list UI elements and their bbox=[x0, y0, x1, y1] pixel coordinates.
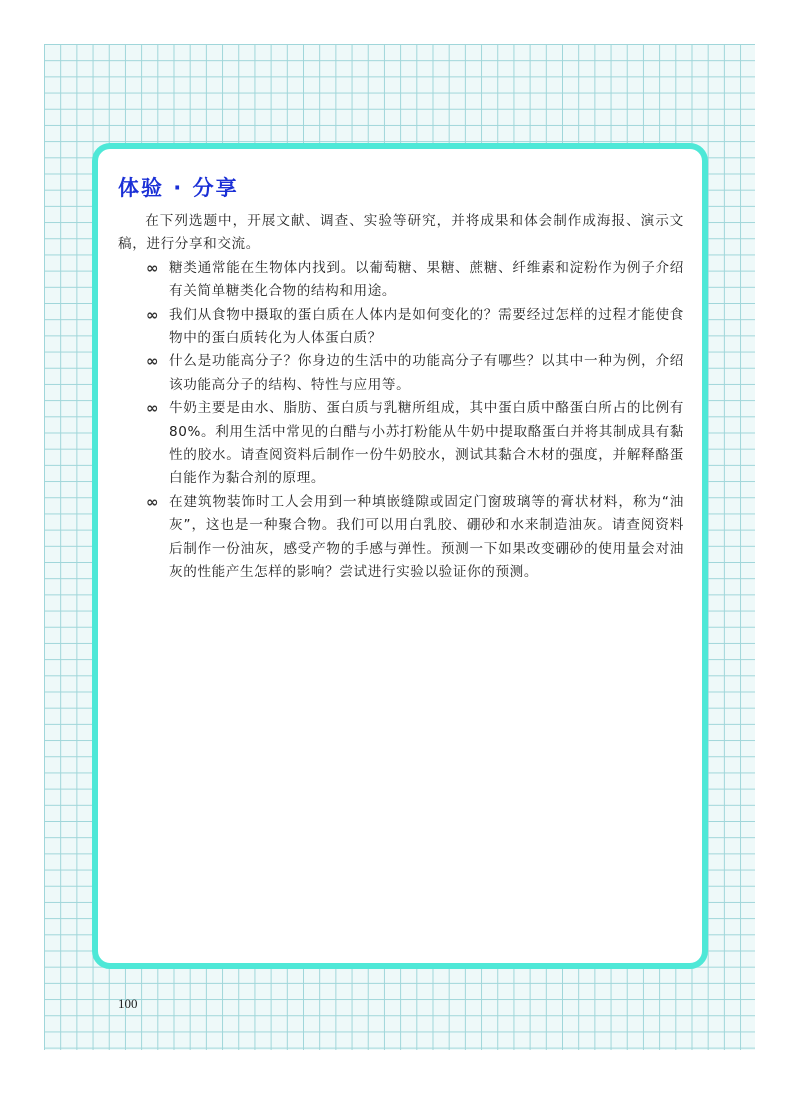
section-title: 体验 · 分享 bbox=[118, 176, 239, 200]
topic-list bbox=[118, 257, 684, 585]
topic-item-proteins bbox=[118, 304, 684, 351]
topic-item-milk-glue bbox=[118, 397, 684, 491]
activity-content bbox=[118, 210, 684, 585]
topic-text: 我们从食物中摄取的蛋白质在人体内是如何变化的？需要经过怎样的过程才能使食物中的蛋白质转化为人体蛋白质？ bbox=[169, 306, 684, 347]
infinity-bullet-icon: ∞ bbox=[146, 258, 160, 277]
topic-item-putty bbox=[118, 491, 684, 585]
topic-text: 什么是功能高分子？你身边的生活中的功能高分子有哪些？以其中一种为例，介绍该功能高分子的结构、特性与应用等。 bbox=[169, 353, 684, 393]
topic-item-functional-polymers bbox=[118, 350, 684, 397]
intro-paragraph: 在下列选题中，开展文献、调查、实验等研究，并将成果和体会制作成海报、演示文稿，进行分享和交流。 bbox=[118, 213, 684, 253]
infinity-bullet-icon: ∞ bbox=[146, 492, 160, 511]
topic-text: 在建筑物装饰时工人会用到一种填嵌缝隙或固定门窗玻璃等的膏状材料，称为“油灰”，这也是一种聚合物。我们可以用白乳胶、硼砂和水来制造油灰。请查阅资料后制作一份油灰，感受产物的手感与弹性。预测一下如果改变硼砂的使用量会对油灰的性能产生怎样的影响？尝试进行实验以验证你的预测。 bbox=[169, 493, 684, 581]
page-number: 100 bbox=[118, 996, 138, 1011]
infinity-bullet-icon: ∞ bbox=[146, 305, 160, 324]
topic-text: 牛奶主要是由水、脂肪、蛋白质与乳糖所组成，其中蛋白质中酪蛋白所占的比例有80%。利用生活中常见的白醋与小苏打粉能从牛奶中提取酪蛋白并将其制成具有黏性的胶水。请查阅资料后制作一份牛奶胶水，测试其黏合木材的强度，并解释酪蛋白能作为黏合剂的原理。 bbox=[169, 400, 684, 487]
infinity-bullet-icon: ∞ bbox=[146, 399, 160, 418]
topic-text: 糖类通常能在生物体内找到。以葡萄糖、果糖、蔗糖、纤维素和淀粉作为例子介绍有关简单糖类化合物的结构和用途。 bbox=[169, 259, 684, 300]
topic-item-carbohydrates bbox=[118, 257, 684, 304]
infinity-bullet-icon: ∞ bbox=[146, 352, 160, 371]
